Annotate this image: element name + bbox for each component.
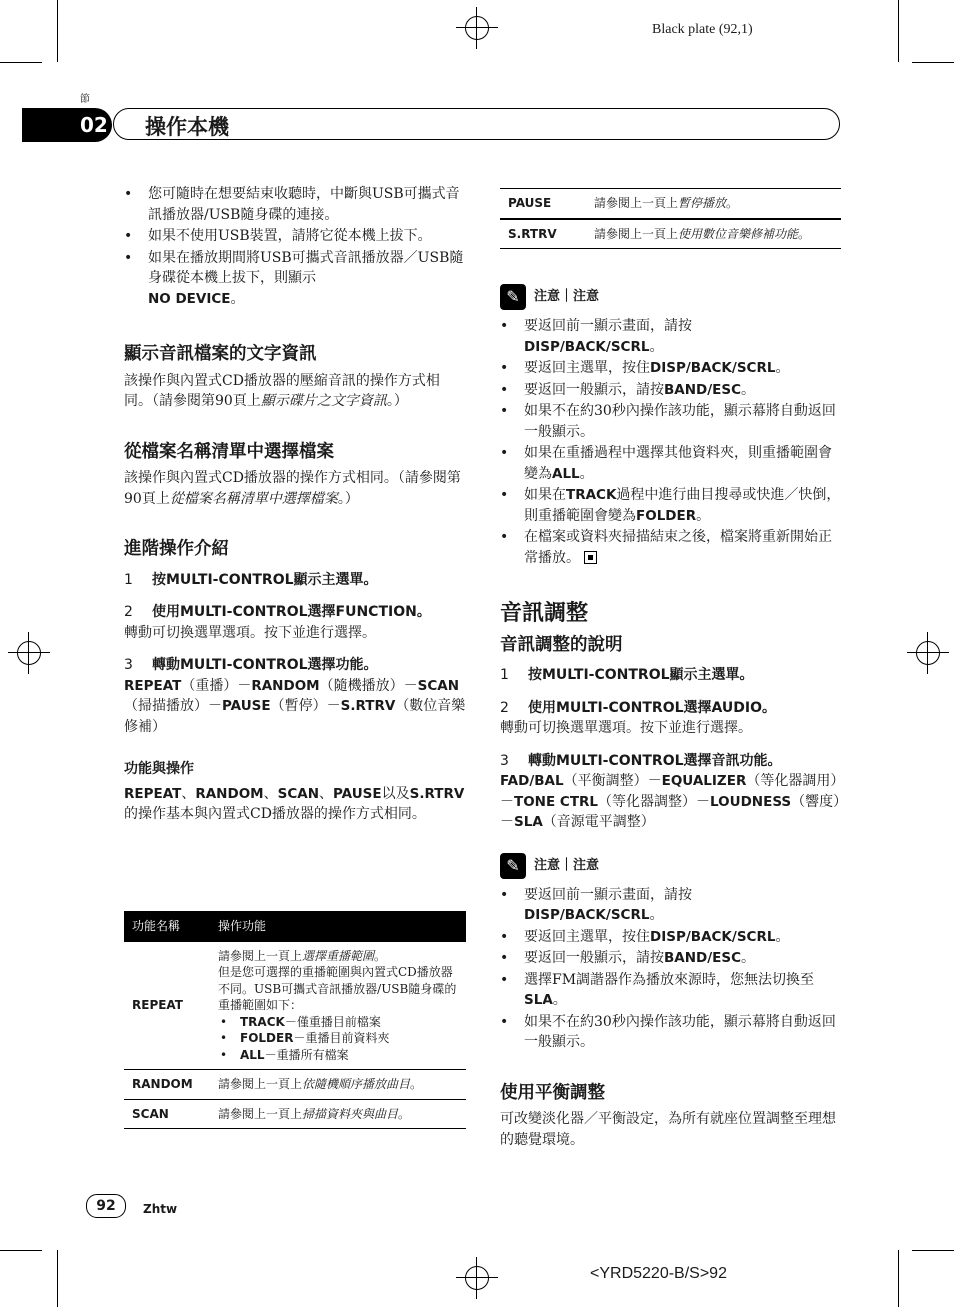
table-header: 操作功能 [210, 911, 466, 942]
registration-mark [465, 1266, 489, 1290]
table-row: PAUSE 請參閱上一頁上暫停播放。 [500, 189, 841, 219]
step-1: 1 按MULTI-CONTROL顯示主選單。 [500, 667, 754, 683]
list-item: • 如果不在約30秒內操作該功能，顯示幕將自動返回一般顯示。 [500, 1012, 842, 1053]
list-item: • 如果在重播過程中選擇其他資料夾，則重播範圍會變為ALL。 [500, 443, 842, 484]
heading-audio: 音訊調整 [500, 601, 589, 626]
right-column [500, 284, 842, 1150]
crop-mark [912, 1250, 954, 1251]
heading-text-info: 顯示音訊檔案的文字資訊 [124, 344, 317, 364]
paragraph: 該操作與內置式CD播放器的壓縮音訊的操作方式相同。（請參閱第90頁上顯示碟片之文字資訊。） [124, 372, 440, 409]
function-table [124, 911, 466, 1129]
list-item: • 如果不使用USB裝置，請將它從本機上拔下。 [124, 226, 466, 247]
list-item: • 如果在播放期間將USB可攜式音訊播放器／USB隨身碟從本機上拔下，則顯示 NO DEVICE。 [124, 248, 466, 310]
paragraph: 可改變淡化器／平衡設定，為所有就座位置調整至理想的聽覺環境。 [500, 1111, 836, 1148]
crop-mark [898, 0, 899, 62]
section-label: 節 [80, 94, 90, 105]
plate-label: Black plate (92,1) [652, 22, 753, 37]
heading-file-select: 從檔案名稱清單中選擇檔案 [124, 441, 334, 462]
note-header [500, 853, 842, 879]
left-column [124, 184, 466, 825]
step-2: 2 使用MULTI-CONTROL選擇AUDIO。 [500, 699, 777, 716]
list-item: • 在檔案或資料夾掃描結束之後，檔案將重新開始正常播放。 [500, 527, 842, 568]
crop-mark [57, 0, 58, 62]
crop-mark [0, 1250, 42, 1251]
list-item: • 選擇FM調諧器作為播放來源時，您無法切換至SLA。 [500, 970, 842, 1011]
section-number: 02 [22, 108, 112, 142]
registration-mark [916, 641, 940, 665]
pencil-icon: ✎ [500, 284, 526, 310]
crop-mark [0, 62, 42, 63]
note-label: 注意｜注意 [534, 289, 600, 304]
table-header: 功能名稱 [124, 911, 210, 942]
pencil-icon: ✎ [500, 853, 526, 879]
list-item: • 要返回前一顯示畫面，請按 DISP/BACK/SCRL。 [500, 885, 842, 926]
step-3: 3 轉動MULTI-CONTROL選擇功能。 [124, 657, 378, 673]
crop-mark [898, 1250, 899, 1307]
function-list: REPEAT（重播）－RANDOM（隨機播放）－SCAN（掃描播放）－PAUSE（暫停）－S.RTRV（數位音樂修補） [124, 677, 466, 735]
registration-mark [465, 16, 489, 40]
step-2-description: 轉動可切換選單選項。按下並進行選擇。 [124, 624, 376, 641]
list-item: • 要返回前一顯示畫面，請按 DISP/BACK/SCRL。 [500, 316, 842, 357]
table-row: RANDOM 請參閱上一頁上依隨機順序播放曲目。 [124, 1070, 466, 1100]
note-header [500, 284, 842, 310]
note-label: 注意｜注意 [534, 857, 600, 873]
end-of-section-icon [584, 551, 597, 564]
function-table-continued [500, 188, 841, 249]
note-list [500, 316, 842, 568]
language-code: Zhtw [143, 1202, 178, 1216]
paragraph: REPEAT、RANDOM、SCAN、PAUSE以及S.RTRV的操作基本與內置式CD播放器的操作方式相同。 [124, 785, 465, 822]
step-2: 2 使用MULTI-CONTROL選擇FUNCTION。 [124, 604, 431, 620]
page-number: 92 [86, 1194, 126, 1218]
audio-function-list: FAD/BAL（平衡調整）－EQUALIZER（等化器調用）－TONE CTRL（等化器調整）－LOUDNESS（響度）－SLA（音源電平調整） [500, 773, 841, 830]
heading-advanced: 進階操作介紹 [124, 539, 229, 559]
list-item: • 如果在TRACK過程中進行曲目搜尋或快進／快倒，則重播範圍會變為FOLDER。 [500, 485, 842, 526]
section-title: 操作本機 [145, 115, 229, 139]
no-device-label: NO DEVICE [148, 290, 231, 307]
heading-func-ops: 功能與操作 [124, 761, 194, 777]
step-2-description: 轉動可切換選單選項。按下並進行選擇。 [500, 720, 752, 736]
table-row: S.RTRV 請參閱上一頁上使用數位音樂修補功能。 [500, 219, 841, 249]
list-item: • 要返回一般顯示，請按BAND/ESC。 [500, 948, 842, 969]
list-item: • 您可隨時在想要結束收聽時，中斷與USB可攜式音訊播放器/USB隨身碟的連接。 [124, 184, 466, 225]
model-code: <YRD5220-B/S>92 [590, 1265, 727, 1282]
table-row: SCAN 請參閱上一頁上掃描資料夾與曲目。 [124, 1099, 466, 1129]
list-item: • 要返回主選單，按住DISP/BACK/SCRL。 [500, 358, 842, 379]
note-list [500, 885, 842, 1053]
crop-mark [57, 1250, 58, 1307]
registration-mark [17, 641, 41, 665]
step-3: 3 轉動MULTI-CONTROL選擇音訊功能。 [500, 752, 782, 769]
step-1: 1 按MULTI-CONTROL顯示主選單。 [124, 571, 378, 588]
list-item: • 要返回一般顯示，請按BAND/ESC。 [500, 380, 842, 401]
paragraph: 該操作與內置式CD播放器的操作方式相同。（請參閱第90頁上從檔案名稱清單中選擇檔案。） [124, 470, 461, 507]
list-item: • 要返回主選單，按住DISP/BACK/SCRL。 [500, 927, 842, 948]
list-item: • 如果不在約30秒內操作該功能，顯示幕將自動返回一般顯示。 [500, 401, 842, 442]
heading-audio-desc: 音訊調整的說明 [500, 634, 623, 655]
table-row: REPEAT 請參閱上一頁上選擇重播範圍。 但是您可選擇的重播範圍與內置式CD播放器不同。USB可攜式音訊播放器/USB隨身碟的重播範圍如下： • TRACK－僅重播目前檔案 • FOLDER－重播目前資料夾 • ALL－重播所有檔案 [124, 942, 466, 1070]
heading-balance: 使用平衡調整 [500, 1082, 605, 1103]
crop-mark [912, 62, 954, 63]
